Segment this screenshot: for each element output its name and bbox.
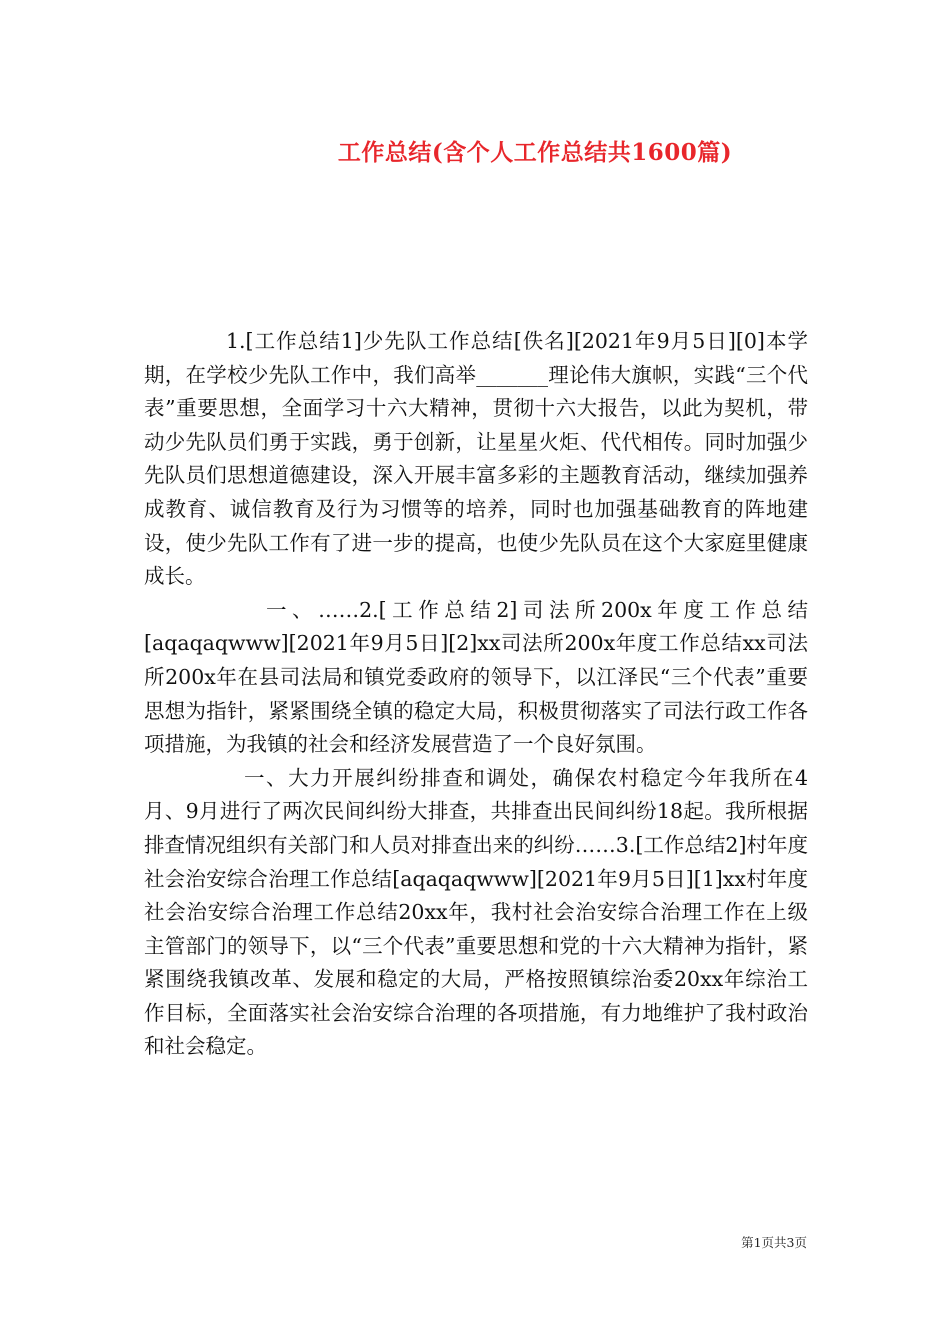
paragraph-2: 一、……2.[工作总结2]司法所200x年度工作总结[aqaqaqwww][2021年9月5日][2]xx司法所200x年度工作总结xx司法所200x年在县司法局和镇党委政府的领导下，以江泽民“三个代表”重要思想为指针，紧紧围绕全镇的稳定大局，积极贯彻落实了司法行政工作各项措施，为我镇的社会和经济发展营造了一个良好氛围。 — [144, 597, 808, 757]
document-body — [144, 325, 808, 1064]
document-title: 工作总结(含个人工作总结共1600篇) — [337, 139, 733, 166]
paragraph-3: 一、大力开展纠纷排查和调处，确保农村稳定今年我所在4月、9月进行了两次民间纠纷大排查，共排查出民间纠纷18起。我所根据排查情况组织有关部门和人员对排查出来的纠纷……3.[工作总结2]村年度社会治安综合治理工作总结[aqaqaqwww][2021年9月5日][1]xx村年度社会治安综合治理工作总结20xx年，我村社会治安综合治理工作在上级主管部门的领导下，以“三个代表”重要思想和党的十六大精神为指针，紧紧围绕我镇改革、发展和稳定的大局，严格按照镇综治委20xx年综治工作目标，全面落实社会治安综合治理的各项措施，有力地维护了我村政治和社会稳定。 — [144, 765, 808, 1059]
page-number: 第1页共3页 — [741, 1235, 807, 1250]
paragraph-1: 1.[工作总结1]少先队工作总结[佚名][2021年9月5日][0]本学期，在学校少先队工作中，我们高举_______理论伟大旗帜，实践“三个代表”重要思想，全面学习十六大精神，贯彻十六大报告，以此为契机，带动少先队员们勇于实践，勇于创新，让星星火炬、代代相传。同时加强少先队员们思想道德建设，深入开展丰富多彩的主题教育活动，继续加强养成教育、诚信教育及行为习惯等的培养，同时也加强基础教育的阵地建设，使少先队工作有了进一步的提高，也使少先队员在这个大家庭里健康成长。 — [144, 329, 808, 589]
